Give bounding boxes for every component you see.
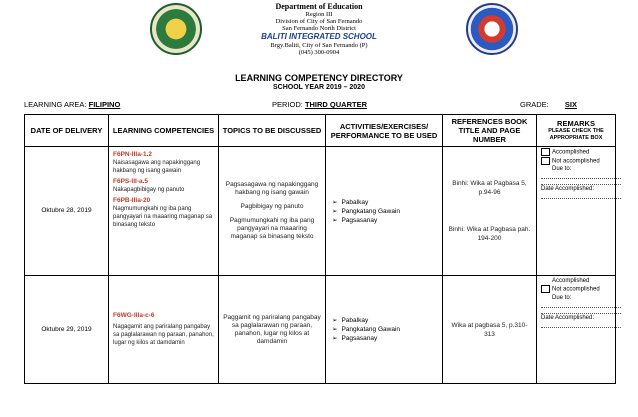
period-label: PERIOD: [272,100,303,109]
remarks-cell [537,276,616,384]
remark-label: Accomplished [552,149,590,156]
region-name: Region III [305,11,333,18]
competency-desc: Naisasagawa ang napakinggang hakbang ng isang gawain [113,160,201,174]
deped-seal [466,3,518,55]
remark-label: Not accomplished [552,286,600,293]
remark-not-accomplished[interactable] [541,157,611,166]
table-row [25,147,616,276]
competency-desc: Nakapagbibigay ng panuto [113,187,185,193]
school-name: BALITI INTEGRATED SCHOOL [261,32,377,41]
references-cell [443,276,537,384]
remarks-note: PLEASE CHECK THE APPROPRIATE BOX [548,128,604,141]
document-title: LEARNING COMPETENCY DIRECTORY [235,73,403,83]
activity-item: ➢ Pagsasanay [332,216,442,225]
header-date: DATE OF DELIVERY [25,115,109,147]
topics-cell [219,147,326,276]
school-year: SCHOOL YEAR 2019 – 2020 [273,84,365,91]
blank-line[interactable] [541,193,621,199]
blank-line[interactable] [541,322,621,328]
competency-desc: Nagmumungkahi ng iba pang pangyayari na maaaring maganap sa binasang teksto [113,206,213,228]
activities-list [326,198,442,225]
activity-item: ➢ Pabalkay [332,316,442,325]
competencies-cell [109,276,219,384]
grade-label: GRADE: [520,100,549,109]
topic-text: Pagsasagawa ng napakinggang hakbang ng isang gawain [225,181,319,196]
remark-date-label: Date Accomplished: [541,186,595,193]
competency-desc: Nagagamit ang pariralang pangabay sa paglalarawan ng paraan, panahon, lugar ng kilos at damdamin [113,324,214,346]
letterhead [0,0,638,62]
topics-cell [219,276,326,384]
activity-item: ➢ Pagsasanay [332,334,442,343]
school-address: Brgy.Baliti, City of San Fernando (P) [270,42,368,49]
learning-area-line [24,100,120,109]
department-name: Department of Education [275,2,363,11]
reference-text: Wika at pagbasa 5, p.310-313 [451,321,528,338]
reference-text: Binhi: Wika at Pagbasa 5, p.94-96 [452,180,527,196]
district-name: San Fernando North District [282,25,356,32]
header-competencies: LEARNING COMPETENCIES [109,115,219,147]
remark-not-accomplished[interactable] [541,285,611,294]
remark-due: Due to: [552,294,572,301]
delivery-date: Oktubre 28, 2019 [25,147,109,276]
activities-cell [326,147,443,276]
references-cell [443,147,537,276]
delivery-date: Oktubre 29, 2019 [25,276,109,384]
checkbox[interactable] [541,148,550,156]
checkbox[interactable] [541,157,550,165]
header-references: REFERENCES BOOK TITLE AND PAGE NUMBER [443,115,537,147]
activity-item: ➢ Pangkatang Gawain [332,325,442,334]
remark-label: Not accomplished [552,158,600,165]
period-value: THIRD QUARTER [304,100,368,109]
competency-code: F6PN-IIIa-1.2 [113,151,153,158]
header-topics: TOPICS TO BE DISCUSSED [219,115,326,147]
competencies-cell [109,147,219,276]
table-row [25,276,616,384]
remarks-cell [537,147,616,276]
competency-code: F6PS-III-a.5 [113,178,149,185]
division-name: Division of City of San Fernando [275,18,363,25]
topic-text: Pagbibigay ng panuto [240,203,304,210]
activity-item: ➢ Pabalkay [332,198,442,207]
grade-line [520,100,577,109]
competency-code: F6WG-IIIa-c-6 [113,312,155,319]
activities-list [326,316,442,343]
remark-due: Due to: [552,166,572,173]
topic-text: Paggamit ng pariralang pangabay sa paglalarawan ng paraan, panahon, lugar ng kilos at damdamin [223,313,321,345]
competency-table [24,114,616,384]
header-activities: ACTIVITIES/EXERCISES/ PERFORMANCE TO BE USED [326,115,443,147]
table-header-row [25,115,616,147]
activities-cell [326,276,443,384]
remark-accomplished: Accomplished [552,278,590,284]
activity-item: ➢ Pangkatang Gawain [332,207,442,216]
checkbox[interactable] [541,285,550,293]
topic-text: Pagmumungkahi ng iba pang pangyayari na maaaring maganap sa binasang teksto [229,217,315,240]
period-line [272,100,367,109]
learning-area-value: FILIPINO [88,100,121,109]
remark-accomplished[interactable] [541,148,611,157]
header-remarks [537,115,616,147]
remarks-title: REMARKS [557,119,595,128]
grade-value: SIX [564,100,577,109]
school-phone: (045) 300-0904 [298,49,340,56]
competency-code: F6PB-IIIa-20 [113,197,151,204]
reference-text: Binhi: Wika at Pagbasa pah. 194-200 [448,226,531,242]
remark-date-label: Date Accomplished: [541,314,595,321]
learning-area-label: LEARNING AREA: [24,100,87,109]
